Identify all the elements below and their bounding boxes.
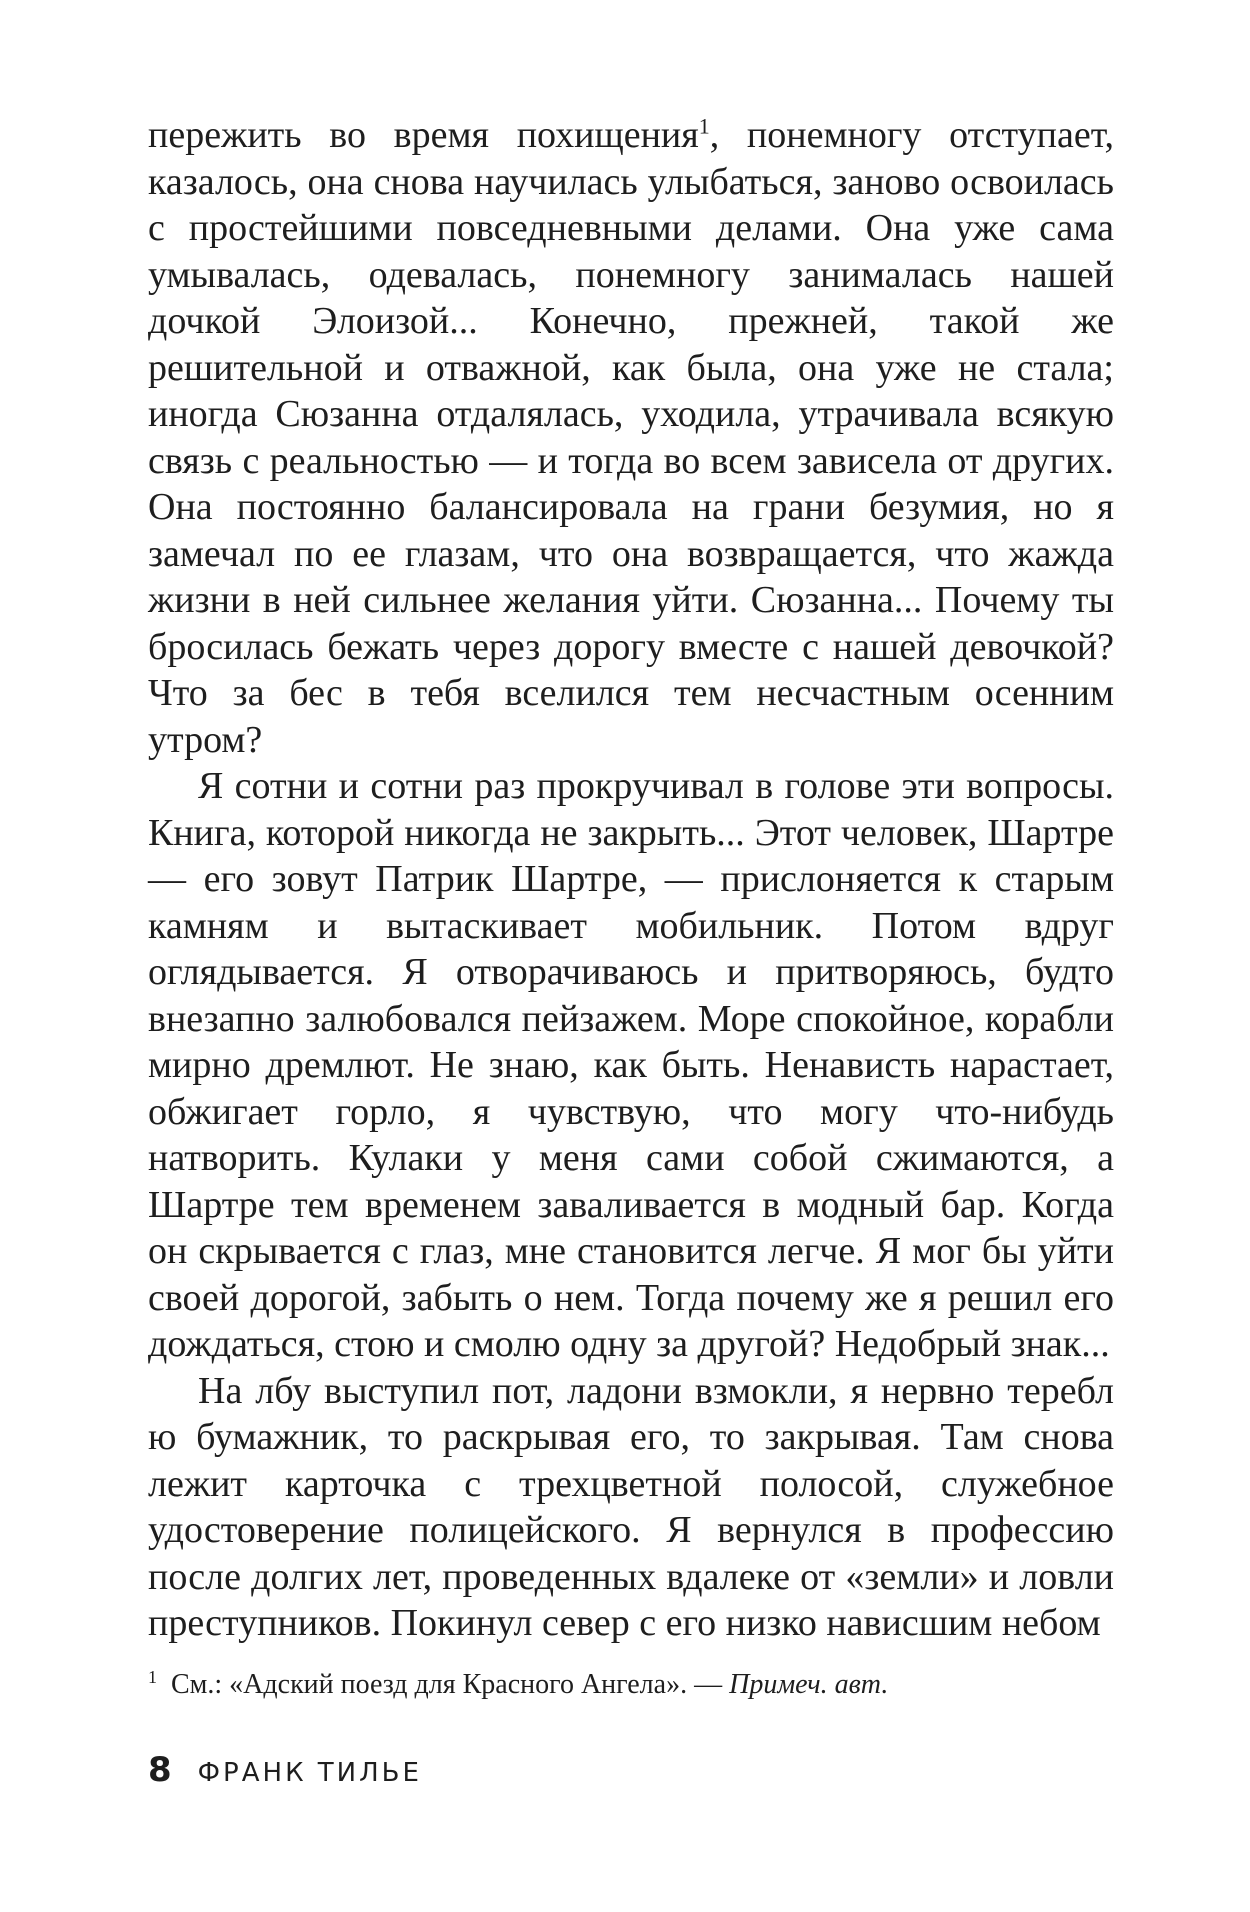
footnote-note: Примеч. авт.: [729, 1669, 889, 1700]
footnote-text: См.: «Адский поезд для Красного Ангела». —: [171, 1669, 730, 1700]
page-number: 8: [148, 1750, 172, 1790]
main-text: [148, 112, 1114, 1647]
footnote: [148, 1668, 1114, 1702]
page-body: [148, 112, 1114, 1647]
author-name: ФРАНК ТИЛЬЕ: [197, 1758, 422, 1788]
paragraph-1-start: пережить во время похищения: [148, 114, 699, 156]
paragraph-1-rest: , понемногу отступает, казалось, она снова научилась улыбаться, заново освоилась с простейшими повседневными делами. Она уже сама умывалась, одевалась, понемногу занималась нашей дочкой Элоизой... Конечно, прежней, такой же решительной и отважной, как была, она уже не стала; иногда Сюзанна отдалялась, уходила, утрачивала всякую связь с реальностью — и тогда во всем зависела от других. Она постоянно балансировала на грани безумия, но я замечал по ее глазам, что она возвращается, что жажда жизни в ней сильнее желания уйти. Сюзанна... Почему ты бросилась бежать через дорогу вместе с нашей девочкой? Что за бес в тебя вселился тем несчастным осенним утром?: [148, 114, 1114, 761]
paragraph-3: На лбу выступил пот, ладони взмокли, я нервно теребл ю бумажник, то раскрывая его, то закрывая. Там снова лежит карточка с трехцветной полосой, служебное удостоверение полицейского. Я вернулся в профессию после долгих лет, проведенных вдалеке от «земли» и ловли преступников. Покинул север с его низко нависшим небом: [148, 1369, 1114, 1644]
paragraph-2: Я сотни и сотни раз прокручивал в голове эти вопросы. Книга, которой никогда не закрыть... Этот человек, Шартре — его зовут Патрик Шартре, — прислоняется к старым камням и вытаскивает мобильник. Потом вдруг оглядывается. Я отворачиваюсь и притворяюсь, будто внезапно залюбовался пейзажем. Море спокойное, корабли мирно дремлют. Не знаю, как быть. Ненависть нарастает, обжигает горло, я чувствую, что могу что-нибудь натворить. Кулаки у меня сами собой сжимаются, а Шартре тем временем заваливается в модный бар. Когда он скрывается с глаз, мне становится легче. Я мог бы уйти своей дорогой, забыть о нем. Тогда почему же я решил его дождаться, стою и смолю одну за другой? Недобрый знак...: [148, 765, 1114, 1365]
footnote-number: 1: [148, 1666, 157, 1687]
paragraph-1: [148, 112, 1114, 763]
footnote-reference: 1: [698, 113, 710, 139]
running-footer: [148, 1750, 422, 1790]
